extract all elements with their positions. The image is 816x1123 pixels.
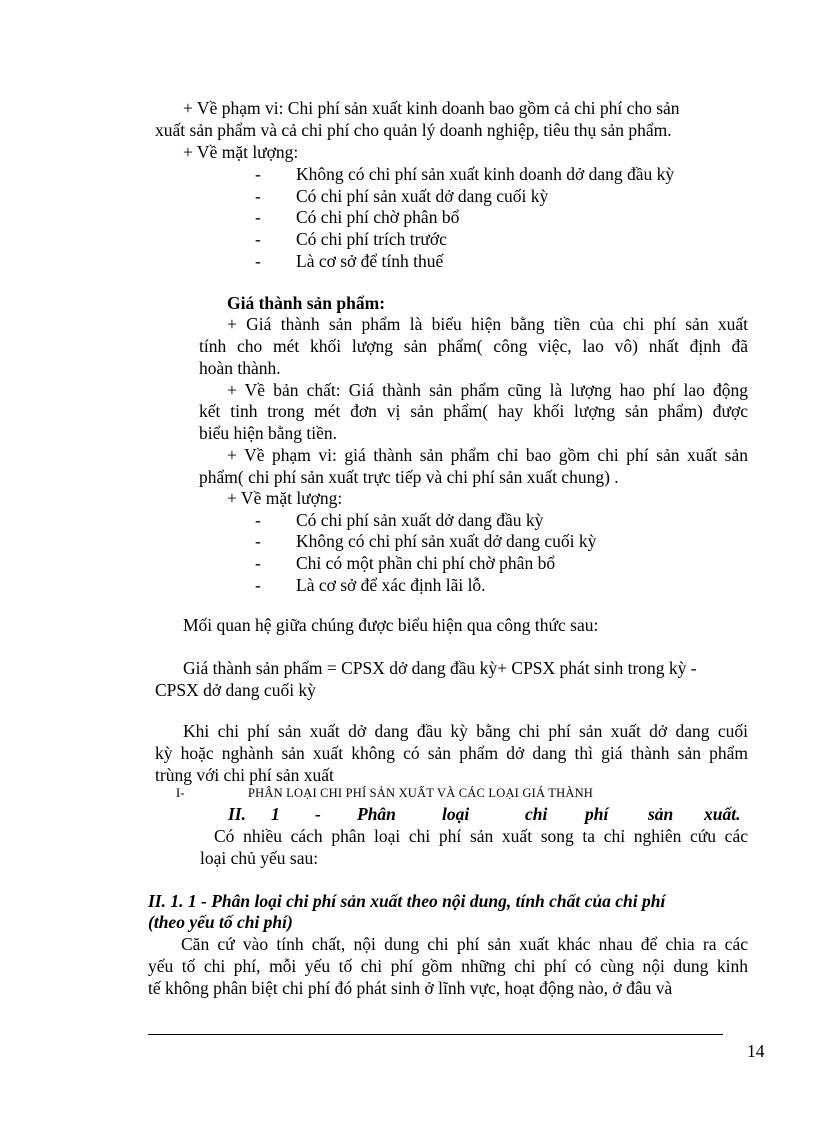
section-ii11-title: II. 1. 1 - Phân loại chi phí sản xuất theo nội dung, tính chất của chi phí — [148, 891, 666, 911]
quantity-costs-label: + Về mặt lượng: — [183, 142, 299, 162]
scope-costs-line-1: + Về phạm vi: Chi phí sản xuất kinh doanh bao gồm cả chi phí cho sản — [183, 98, 680, 118]
relation-note-line: trùng với chi phí sản xuất — [155, 765, 334, 785]
list-bullet: - — [255, 164, 261, 184]
formula-line-2: CPSX dở dang cuối kỳ — [155, 680, 316, 700]
list-item: Chỉ có một phần chi phí chờ phân bổ — [296, 553, 556, 573]
formula-line-1: Giá thành sản phẩm = CPSX dở dang đầu kỳ+ CPSX phát sinh trong kỳ - — [183, 658, 697, 678]
list-item: Có chi phí trích trước — [296, 229, 447, 249]
list-bullet: - — [255, 531, 261, 551]
heading-word: 1 — [271, 804, 280, 824]
list-item: Không có chi phí sản xuất dở dang cuối kỳ — [296, 531, 597, 551]
product-cost-quantity-label: + Về mặt lượng: — [227, 488, 343, 508]
list-item: Có chi phí sản xuất dở dang cuối kỳ — [296, 186, 549, 206]
section-ii11-line: yếu tố chi phí, mỗi yếu tố chi phí gồm những chi phí có cùng nội dung kinh — [148, 956, 748, 976]
list-item: Không có chi phí sản xuất kinh doanh dở dang đầu kỳ — [296, 164, 675, 184]
list-bullet: - — [255, 553, 261, 573]
scope-costs-line-2: xuất sản phẩm và cả chi phí cho quản lý doanh nghiệp, tiêu thụ sản phẩm. — [155, 120, 672, 140]
heading-word: Phân — [357, 804, 396, 824]
heading-word: sản — [648, 804, 674, 824]
section-ii1-line: loại chủ yếu sau: — [200, 848, 319, 868]
section-i-title: PHÂN LOẠI CHI PHÍ SẢN XUẤT VÀ CÁC LOẠI GIÁ THÀNH — [248, 786, 594, 800]
section-ii11-line: tế không phân biệt chi phí đó phát sinh ở lĩnh vực, hoạt động nào, ở đâu và — [148, 978, 673, 998]
heading-word: xuất. — [704, 804, 741, 824]
list-bullet: - — [255, 575, 261, 595]
product-cost-nature-line: + Về bản chất: Giá thành sản phẩm cũng là lượng hao phí lao động — [227, 380, 748, 400]
relation-note-line: Khi chi phí sản xuất dở dang đầu kỳ bằng chi phí sản xuất dở dang cuối — [183, 721, 748, 741]
section-ii11-title: (theo yếu tố chi phí) — [148, 912, 293, 932]
product-cost-heading: Giá thành sản phẩm: — [227, 293, 386, 313]
list-bullet: - — [255, 510, 261, 530]
heading-word: II. — [228, 804, 246, 824]
relation-intro: Mối quan hệ giữa chúng được biểu hiện qua công thức sau: — [183, 615, 599, 635]
product-cost-definition-line: tính cho mét khối lượng sản phẩm( công việc, lao vô) nhất định đã — [199, 336, 748, 356]
page-number: 14 — [747, 1041, 765, 1061]
section-ii11-line: Căn cứ vào tính chất, nội dung chi phí sản xuất khác nhau để chia ra các — [181, 934, 748, 954]
list-bullet: - — [255, 251, 261, 271]
product-cost-scope-line: phẩm( chi phí sản xuất trực tiếp và chi phí sản xuất chung) . — [199, 467, 619, 487]
list-bullet: - — [255, 186, 261, 206]
product-cost-nature-line: kết tinh trong mét đơn vị sản phẩm( hay khối lượng sản phẩm) được — [199, 401, 748, 421]
product-cost-nature-line: biểu hiện bằng tiền. — [199, 423, 338, 443]
heading-word: loại — [442, 804, 470, 824]
heading-word: - — [315, 804, 321, 824]
list-item: Là cơ sở để xác định lãi lỗ. — [296, 575, 486, 595]
product-cost-scope-line: + Về phạm vi: giá thành sản phẩm chỉ bao gồm chi phí sản xuất sản — [227, 445, 748, 465]
section-ii1-line: Có nhiều cách phân loại chi phí sản xuất song ta chỉ nghiên cứu các — [214, 826, 748, 846]
product-cost-definition-line: + Giá thành sản phẩm là biểu hiện bằng tiền của chi phí sản xuất — [227, 314, 748, 334]
product-cost-definition-line: hoàn thành. — [199, 358, 281, 378]
list-item: Có chi phí sản xuất dở dang đầu kỳ — [296, 510, 544, 530]
list-item: Có chi phí chờ phân bổ — [296, 207, 460, 227]
list-item: Là cơ sở để tính thuế — [296, 251, 444, 271]
heading-word: phí — [585, 804, 609, 824]
list-bullet: - — [255, 229, 261, 249]
list-bullet: - — [255, 207, 261, 227]
section-i-number: I- — [176, 786, 185, 800]
heading-word: chi — [525, 804, 548, 824]
footer-rule — [148, 1034, 723, 1035]
relation-note-line: kỳ hoặc nghành sản xuất không có sản phẩm dở dang thì giá thành sản phẩm — [155, 743, 748, 763]
